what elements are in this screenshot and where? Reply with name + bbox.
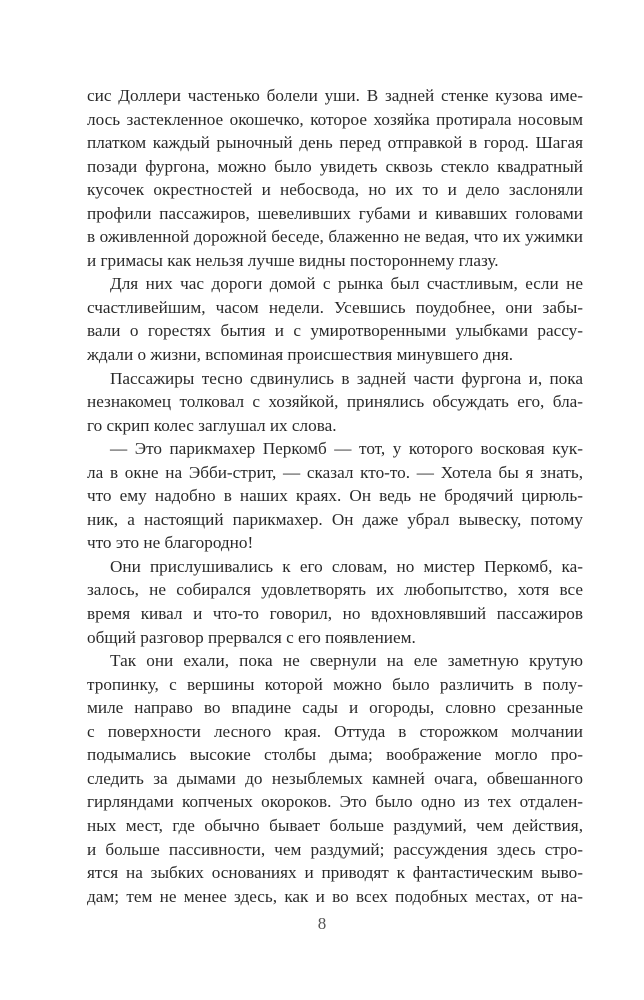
text-line: Они прислушивались к его словам, но мистер Перкомб, ка- bbox=[110, 556, 583, 576]
text-line: ных мест, где обычно бывает больше раздумий, чем действия, bbox=[87, 815, 583, 835]
text-line: и больше пассивности, чем раздумий; рассуждения здесь стро- bbox=[87, 839, 583, 859]
paragraph bbox=[87, 84, 583, 272]
text-line: в оживленной дорожной беседе, блаженно не ведая, что их ужимки bbox=[87, 227, 583, 247]
page-number: 8 bbox=[317, 914, 327, 933]
text-line: миле направо во впадине сады и огороды, словно срезанные bbox=[87, 698, 583, 718]
text-line: тропинку, с вершины которой можно было различить в полу- bbox=[87, 674, 583, 694]
text-line: кусочек окрестностей и небосвода, но их то и дело заслоняли bbox=[87, 180, 583, 200]
text-line: счастливейшим, часом недели. Усевшись поудобнее, они забы- bbox=[87, 297, 583, 317]
text-line: ник, а настоящий парикмахер. Он даже убрал вывеску, потому bbox=[87, 509, 583, 529]
text-line: платком каждый рыночный день перед отправкой в город. Шагая bbox=[87, 133, 583, 153]
page-body bbox=[87, 84, 583, 908]
text-line: залось, не собирался удовлетворять их любопытство, хотя все bbox=[87, 580, 583, 600]
text-line: ждали о жизни, вспоминая происшествия минувшего дня. bbox=[87, 345, 514, 365]
text-line: вали о горестях бытия и с умиротворенными улыбками рассу- bbox=[87, 321, 583, 341]
text-line: что это не благородно! bbox=[87, 533, 254, 553]
text-line: с поверхности лесного края. Оттуда в сторожком молчании bbox=[87, 721, 583, 741]
text-line: следить за дымами до незыблемых камней очага, обвешанного bbox=[87, 768, 583, 788]
text-line: ятся на зыбких основаниях и приводят к фантастическим выво- bbox=[87, 863, 583, 883]
text-line: ла в окне на Эбби-стрит, — сказал кто-то. — Хотела бы я знать, bbox=[87, 462, 583, 482]
text-line: незнакомец толковал с хозяйкой, принялись обсуждать его, бла- bbox=[87, 392, 583, 412]
text-line: профили пассажиров, шевеливших губами и кивавших головами bbox=[87, 203, 583, 223]
paragraph bbox=[87, 272, 583, 366]
text-line: Пассажиры тесно сдвинулись в задней части фургона и, пока bbox=[110, 368, 583, 388]
paragraph bbox=[87, 437, 583, 555]
text-line: гирляндами копченых окороков. Это было одно из тех отдален- bbox=[87, 792, 583, 812]
text-line: Для них час дороги домой с рынка был счастливым, если не bbox=[110, 274, 583, 294]
text-line: и гримасы как нельзя лучше видны постороннему глазу. bbox=[87, 250, 499, 270]
text-line: дам; тем не менее здесь, как и во всех подобных местах, от на- bbox=[87, 886, 583, 906]
text-line: го скрип колес заглушал их слова. bbox=[87, 415, 337, 435]
text-line: — Это парикмахер Перкомб — тот, у которого восковая кук- bbox=[110, 439, 583, 459]
text-line: Так они ехали, пока не свернули на еле заметную крутую bbox=[110, 651, 583, 671]
text-line: лось застекленное окошечко, которое хозяйка протирала носовым bbox=[87, 109, 583, 129]
text-line: общий разговор прервался с его появлением. bbox=[87, 627, 416, 647]
text-line: что ему надобно в наших краях. Он ведь не бродячий цирюль- bbox=[87, 486, 583, 506]
text-line: подымались высокие столбы дыма; воображение могло про- bbox=[87, 745, 583, 765]
text-line: сис Доллери частенько болели уши. В задней стенке кузова име- bbox=[87, 86, 583, 105]
paragraph bbox=[87, 649, 583, 908]
text-line: позади фургона, можно было увидеть сквозь стекло квадратный bbox=[87, 156, 583, 176]
text-line: время кивал и что-то говорил, но вдохновлявший пассажиров bbox=[87, 604, 583, 624]
paragraph bbox=[87, 555, 583, 649]
paragraph bbox=[87, 367, 583, 438]
